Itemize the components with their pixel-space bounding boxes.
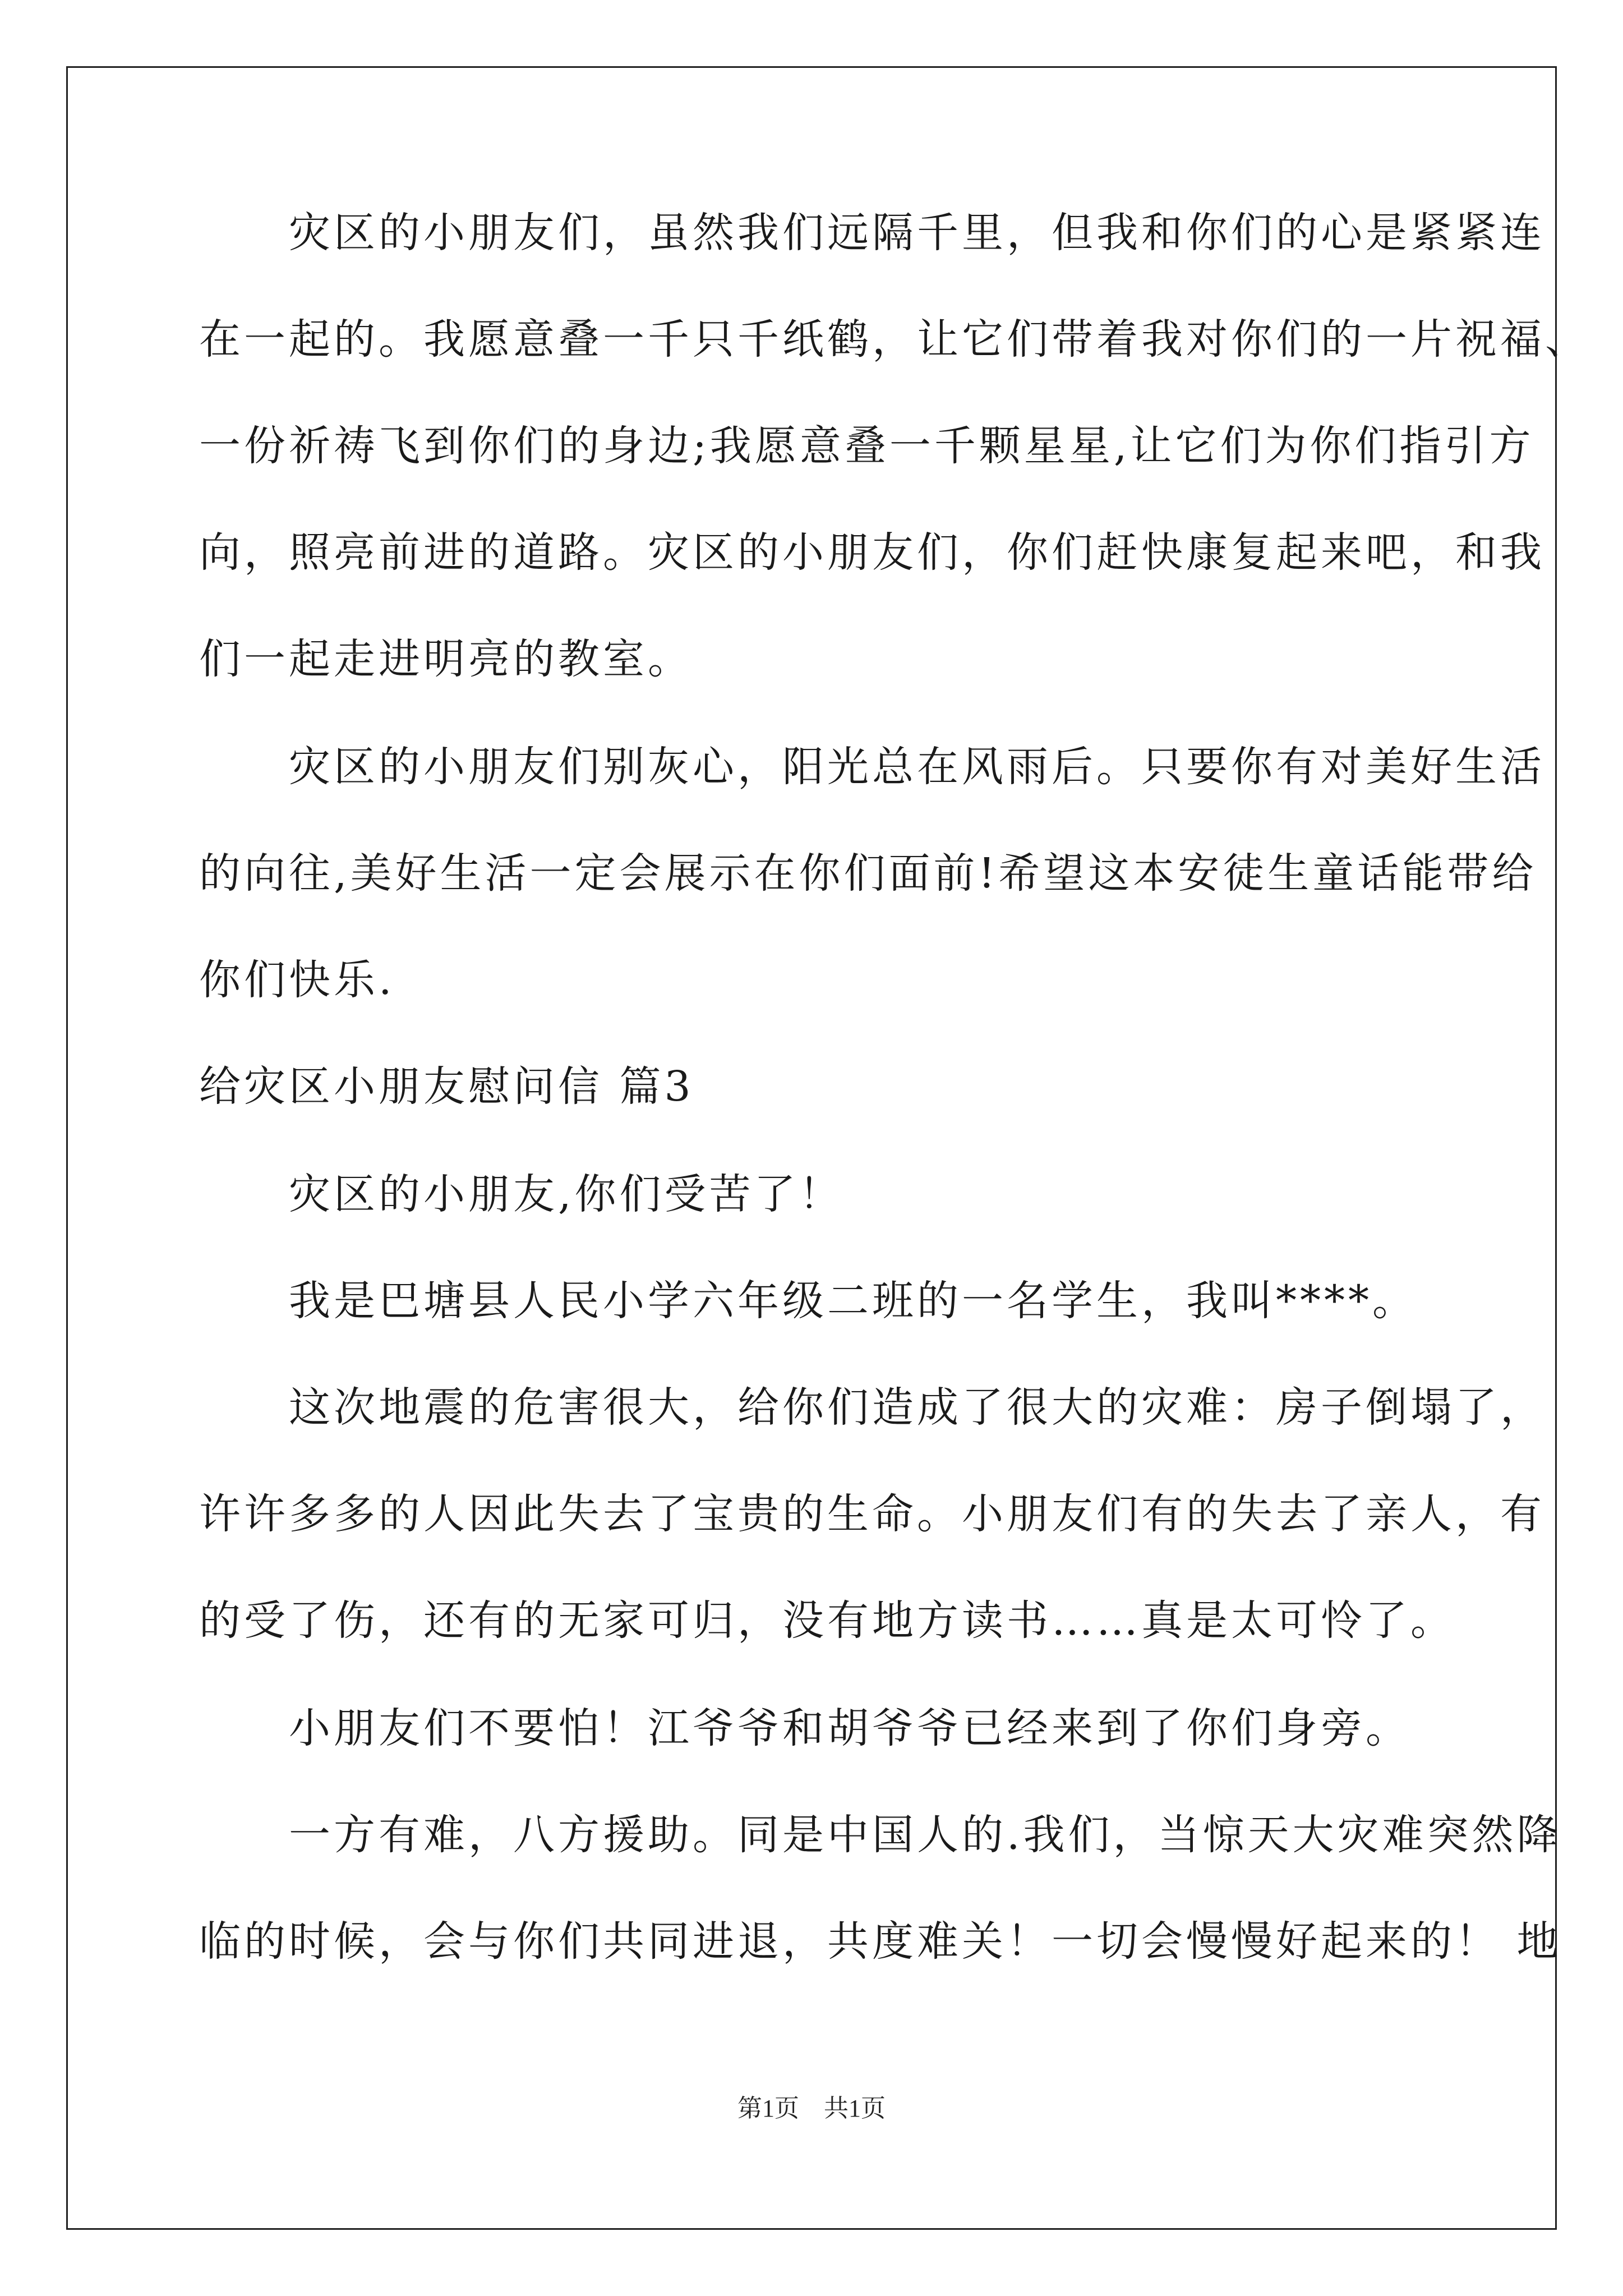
- paragraph-line: 灾区的小朋友,你们受苦了！: [199, 1170, 844, 1218]
- paragraph-line: 这次地震的危害很大，给你们造成了很大的灾难：房子倒塌了，: [199, 1383, 1545, 1432]
- paragraph-line: 许许多多的人因此失去了宝贵的生命。小朋友们有的失去了亲人，有: [199, 1490, 1545, 1538]
- paragraph-line: 灾区的小朋友们，虽然我们远隔千里，但我和你们的心是紧紧连: [199, 209, 1545, 257]
- paragraph-line: 们一起走进明亮的教室。: [199, 635, 693, 683]
- paragraph-line: 在一起的。我愿意叠一千只千纸鹤，让它们带着我对你们的一片祝福、: [199, 315, 1590, 364]
- paragraph-line: 小朋友们不要怕！江爷爷和胡爷爷已经来到了你们身旁。: [199, 1704, 1410, 1752]
- paragraph-line: 你们快乐.: [199, 956, 395, 1004]
- page-frame: [66, 66, 1557, 2230]
- paragraph-line: 一份祈祷飞到你们的身边;我愿意叠一千颗星星,让它们为你们指引方: [199, 422, 1534, 470]
- paragraph-line: 的受了伤，还有的无家可归，没有地方读书……真是太可怜了。: [199, 1596, 1455, 1645]
- paragraph-line: 临的时候，会与你们共同进退，共度难关！一切会慢慢好起来的！ 地: [199, 1917, 1562, 1966]
- section-heading: 给灾区小朋友慰问信 篇3: [199, 1062, 694, 1111]
- paragraph-line: 的向往,美好生活一定会展示在你们面前!希望这本安徒生童话能带给: [199, 849, 1537, 898]
- paragraph-line: 向，照亮前进的道路。灾区的小朋友们，你们赶快康复起来吧，和我: [199, 528, 1545, 577]
- paragraph-line: 灾区的小朋友们别灰心，阳光总在风雨后。只要你有对美好生活: [199, 743, 1545, 791]
- paragraph-line: 一方有难，八方援助。同是中国人的.我们，当惊天大灾难突然降: [199, 1811, 1562, 1859]
- paragraph-line: 我是巴塘县人民小学六年级二班的一名学生，我叫****。: [199, 1277, 1417, 1325]
- page-footer: 第1页 共1页: [737, 2095, 886, 2122]
